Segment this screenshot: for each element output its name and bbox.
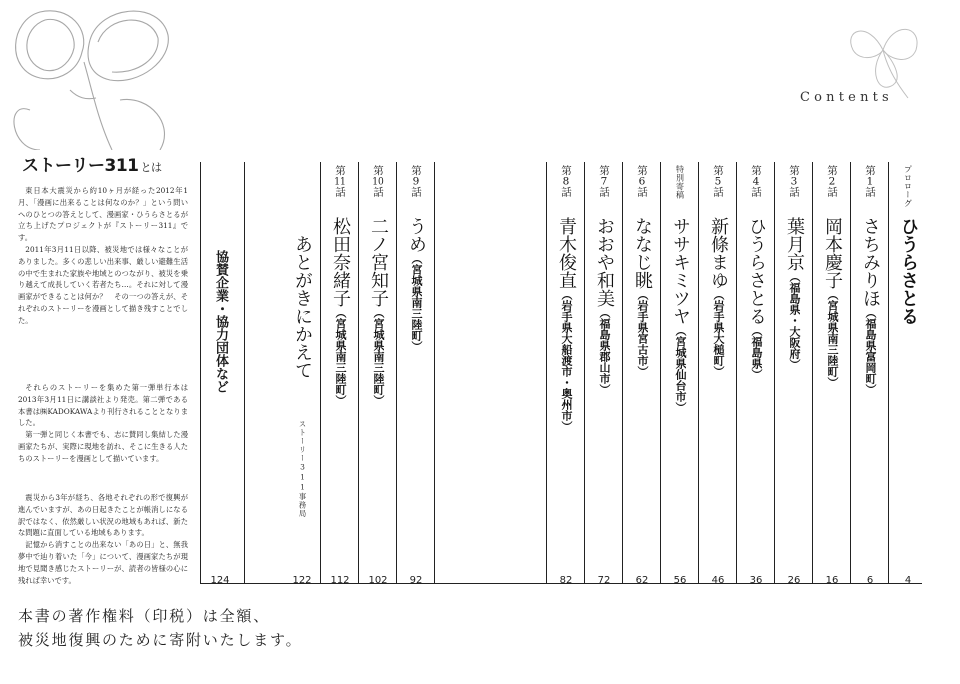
- author-name: さちみりほ（福島県富岡町）: [860, 217, 881, 395]
- page-number: 112: [330, 575, 350, 586]
- chapter-3[interactable]: [776, 165, 812, 586]
- column-divider: [584, 162, 585, 584]
- intro-text: 東日本大震災から約10ヶ月が経った2012年1月、「漫画に出来ることは何なのか？」という問いへのひとつの答えとして、漫画家・ひうらさとるが立ち上げたプロジェクトが『ストーリー311』です。: [18, 186, 188, 243]
- chapter-label: 第8話: [560, 165, 572, 198]
- author-name: 二ノ宮知子（宮城県南三陸町）: [368, 217, 389, 406]
- column-divider: [434, 162, 435, 584]
- chapter-label: 第11話: [334, 165, 346, 198]
- author-name: 松田奈緒子（宮城県南三陸町）: [330, 217, 351, 406]
- location: （宮城県南三陸町）: [410, 253, 423, 352]
- location: （宮城県南三陸町）: [826, 289, 839, 388]
- royalty-note: [18, 604, 302, 652]
- intro-text: 記憶から消すことの出来ない「あの日」と、無我夢中で辿り着いた「今」について、漫画家たちが現地で見聞き感じたストーリーが、読者の皆様の心に残れば幸いです。: [18, 540, 188, 585]
- column-divider: [320, 162, 321, 584]
- intro-title: [22, 151, 162, 176]
- page-number: 36: [749, 575, 763, 586]
- column-divider: [698, 162, 699, 584]
- page-number: 82: [559, 575, 573, 586]
- sponsor-title: 協賛企業・協力団体など: [213, 250, 228, 393]
- chapter-label: 特別寄稿: [675, 165, 685, 199]
- author-name: おおや和美（福島県郡山市）: [594, 217, 615, 395]
- sponsors[interactable]: [202, 165, 238, 586]
- afterword-author: ストーリー311事務局: [298, 420, 307, 518]
- location: （福島県郡山市）: [598, 307, 611, 395]
- column-divider: [850, 162, 851, 584]
- royalty-note-line: 被災地復興のために寄附いたします。: [18, 631, 303, 649]
- chapter-special[interactable]: [662, 165, 698, 586]
- page-number: 102: [368, 575, 388, 586]
- chapter-5[interactable]: [700, 165, 736, 586]
- column-divider: [774, 162, 775, 584]
- page-number: 4: [904, 575, 912, 586]
- page-number: 92: [409, 575, 423, 586]
- column-divider: [546, 162, 547, 584]
- page-number: 56: [673, 575, 687, 586]
- author-name: ササキミツヤ（宮城県仙台市）: [670, 217, 691, 413]
- location: （福島県）: [750, 325, 763, 380]
- clover-illustration: [0, 0, 205, 150]
- author-name: ひうらさとる（福島県）: [746, 217, 767, 380]
- intro-paragraph-1: [18, 185, 188, 327]
- column-divider: [200, 162, 201, 584]
- chapter-label: 第1話: [864, 165, 876, 198]
- location: （福島県・大阪府）: [788, 271, 801, 370]
- author-name: うめ（宮城県南三陸町）: [406, 217, 427, 352]
- location: （岩手県大槌町）: [712, 289, 725, 377]
- chapter-11[interactable]: [322, 165, 358, 586]
- chapter-label: 第5話: [712, 165, 724, 198]
- author-name: 葉月京（福島県・大阪府）: [784, 217, 805, 370]
- column-divider: [244, 162, 245, 584]
- author-name: 青木俊直（岩手県大船渡市・奥州市）: [556, 217, 577, 432]
- location: （宮城県南三陸町）: [334, 307, 347, 406]
- column-divider: [812, 162, 813, 584]
- intro-text: 震災から3年が経ち、各地それぞれの形で復興が進んでいますが、あの日起きたことが帳消しになる訳ではなく、依然厳しい状況の地域もあれば、新たな問題に直面している地域もあります。: [18, 493, 188, 538]
- chapter-1[interactable]: [852, 165, 888, 586]
- intro-text: それらのストーリーを集めた第一弾単行本は2013年3月11日に講談社より発売。第二弾である本書は㈱KADOKAWAより刊行されることとなりました。: [18, 383, 188, 428]
- author-name: 岡本慶子（宮城県南三陸町）: [822, 217, 843, 388]
- intro-text: 第一弾と同じく本書でも、志に賛同し集結した漫画家たちが、実際に現地を訪れ、そこに生きる人たちのストーリーを漫画として描いています。: [18, 430, 188, 463]
- page-number: 122: [292, 575, 312, 586]
- location: （宮城県南三陸町）: [372, 307, 385, 406]
- page-number: 6: [866, 575, 874, 586]
- afterword[interactable]: [284, 165, 320, 586]
- location: （岩手県宮古市）: [636, 289, 649, 377]
- column-divider: [622, 162, 623, 584]
- page-number: 124: [210, 575, 230, 586]
- location: （福島県富岡町）: [864, 307, 877, 395]
- chapter-prologue[interactable]: [890, 165, 926, 586]
- chapter-label: プロローグ: [903, 165, 913, 208]
- chapter-label: 第9話: [410, 165, 422, 198]
- intro-paragraph-2: [18, 382, 188, 465]
- intro-paragraph-3: [18, 492, 188, 586]
- chapter-label: 第3話: [788, 165, 800, 198]
- chapter-label: 第6話: [636, 165, 648, 198]
- chapter-6[interactable]: [624, 165, 660, 586]
- column-divider: [736, 162, 737, 584]
- chapter-label: 第4話: [750, 165, 762, 198]
- location: （岩手県大船渡市・奥州市）: [560, 289, 573, 432]
- contents-heading: Contents: [800, 90, 893, 105]
- afterword-title: あとがきにかえて: [292, 235, 313, 379]
- intro-title-main: ストーリー311: [22, 156, 139, 176]
- clover-illustration-small: [838, 10, 928, 100]
- chapter-label: 第2話: [826, 165, 838, 198]
- column-divider: [358, 162, 359, 584]
- intro-title-suffix: とは: [140, 161, 162, 174]
- page-number: 46: [711, 575, 725, 586]
- author-name: 新條まゆ（岩手県大槌町）: [708, 217, 729, 377]
- column-divider: [396, 162, 397, 584]
- column-divider: [888, 162, 889, 584]
- author-name: ひうらさとる: [898, 217, 919, 325]
- column-divider: [660, 162, 661, 584]
- chapter-7[interactable]: [586, 165, 622, 586]
- location: （宮城県仙台市）: [674, 325, 687, 413]
- chapter-10[interactable]: [360, 165, 396, 586]
- intro-text: 2011年3月11日以降、被災地では様々なことがありました。多くの悲しい出来事、厳しい避難生活の中で生まれた家族や地域とのつながり、被災を乗り越えて成長していく若者たち…。それに対して漫画家ができることは何か？ その一つの答えが、それぞれのストーリーを漫画として描き残すことでした。: [18, 244, 188, 325]
- royalty-note-line: 本書の著作権料（印税）は全額、: [18, 607, 271, 625]
- chapter-9[interactable]: [398, 165, 434, 586]
- chapter-4[interactable]: [738, 165, 774, 586]
- page-number: 16: [825, 575, 839, 586]
- chapter-2[interactable]: [814, 165, 850, 586]
- page-number: 72: [597, 575, 611, 586]
- chapter-8[interactable]: [548, 165, 584, 586]
- chapter-label: 第10話: [372, 165, 384, 198]
- page-number: 62: [635, 575, 649, 586]
- page-number: 26: [787, 575, 801, 586]
- author-name: ななじ眺（岩手県宮古市）: [632, 217, 653, 377]
- chapter-label: 第7話: [598, 165, 610, 198]
